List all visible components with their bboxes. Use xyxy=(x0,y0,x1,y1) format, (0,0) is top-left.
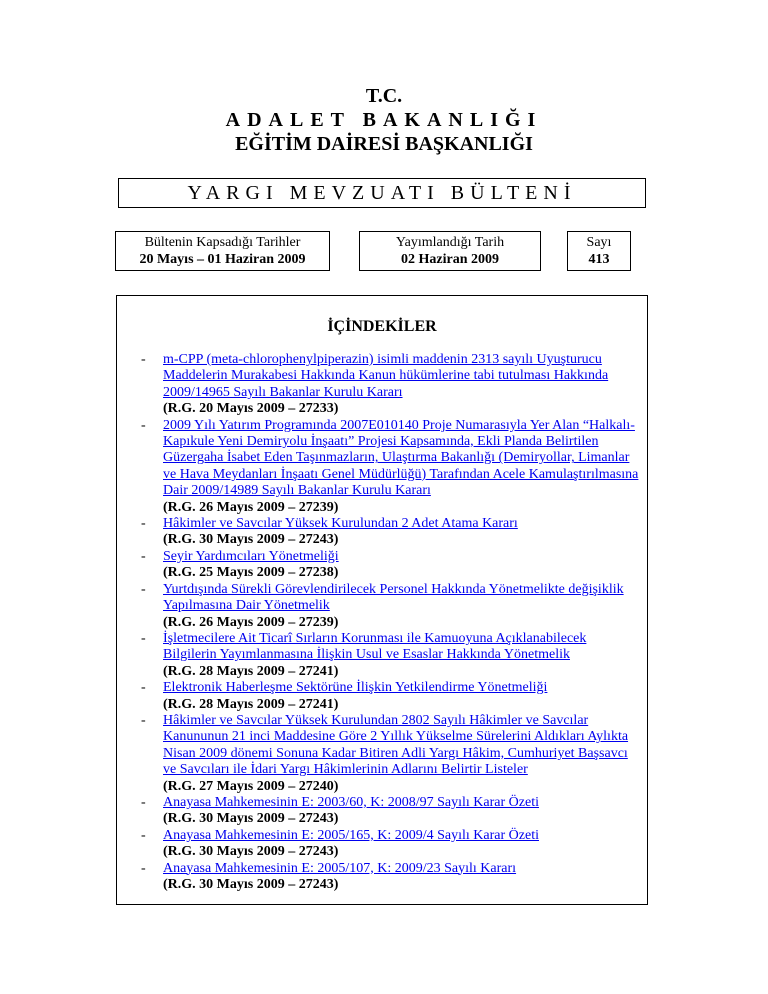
contents-item-gazette-ref: (R.G. 28 Mayıs 2009 – 27241) xyxy=(163,696,339,712)
contents-item-link[interactable]: Yurtdışında Sürekli Görevlendirilecek Personel Hakkında Yönetmelikte değişiklik Yapılmasına Dair Yönetmelik xyxy=(163,581,624,614)
contents-item xyxy=(141,828,641,861)
contents-item xyxy=(141,549,641,582)
contents-item xyxy=(141,861,641,894)
header-line-ministry: ADALET BAKANLIĞI xyxy=(225,109,543,131)
contents-item-link[interactable]: Seyir Yardımcıları Yönetmeliği xyxy=(163,548,339,564)
contents-item-gazette-ref: (R.G. 30 Mayıs 2009 – 27243) xyxy=(163,532,339,548)
contents-item-link[interactable]: Anayasa Mahkemesinin E: 2003/60, K: 2008/97 Sayılı Karar Özeti xyxy=(163,794,539,810)
contents-item-link[interactable]: Anayasa Mahkemesinin E: 2005/107, K: 2009/23 Sayılı Kararı xyxy=(163,860,517,876)
contents-title: İÇİNDEKİLER xyxy=(327,318,437,335)
list-bullet-dash: - xyxy=(141,516,146,532)
list-bullet-dash: - xyxy=(141,548,146,564)
contents-item-link[interactable]: 2009 Yılı Yatırım Programında 2007E010140 Proje Numarasıyla Yer Alan “Halkalı-Kapıkule Yeni Demiryolu İnşaatı” Projesi Kapsamında, Ekli Planda Belirtilen Güzergaha İsabet Eden Taşınmazların, Ulaştırma Bakanlığı (Demiryollar, Limanlar ve Hava Meydanları İnşaatı Genel Müdürlüğü) Tarafından Acele Kamulaştırılmasına Dair 2009/14989 Sayılı Bakanlar Kurulu Kararı xyxy=(163,417,639,499)
contents-item-gazette-ref: (R.G. 26 Mayıs 2009 – 27239) xyxy=(163,499,339,515)
contents-item-gazette-ref: (R.G. 30 Mayıs 2009 – 27243) xyxy=(163,811,339,827)
issue-number-label: Sayı xyxy=(586,235,612,250)
contents-item-link[interactable]: Anayasa Mahkemesinin E: 2005/165, K: 2009/4 Sayılı Karar Özeti xyxy=(163,827,539,843)
contents-item-link[interactable]: Elektronik Haberleşme Sektörüne İlişkin Yetkilendirme Yönetmeliği xyxy=(163,680,548,696)
publication-date-label: Yayımlandığı Tarih xyxy=(395,235,505,250)
list-bullet-dash: - xyxy=(141,417,146,433)
coverage-dates-value: 20 Mayıs – 01 Haziran 2009 xyxy=(139,252,306,267)
coverage-dates-label: Bültenin Kapsadığı Tarihler xyxy=(144,235,301,250)
list-bullet-dash: - xyxy=(141,630,146,646)
list-bullet-dash: - xyxy=(141,352,146,367)
header-line-department: EĞİTİM DAİRESİ BAŞKANLIĞI xyxy=(235,133,533,155)
contents-item-gazette-ref: (R.G. 30 Mayıs 2009 – 27243) xyxy=(163,844,339,860)
document-header xyxy=(0,84,768,156)
contents-item-gazette-ref: (R.G. 25 Mayıs 2009 – 27238) xyxy=(163,565,339,581)
contents-item xyxy=(141,582,641,631)
contents-item xyxy=(141,516,641,549)
contents-item xyxy=(141,352,641,418)
issue-number-box xyxy=(567,231,631,271)
list-bullet-dash: - xyxy=(141,712,146,728)
contents-item xyxy=(141,795,641,828)
contents-item-link[interactable]: Hâkimler ve Savcılar Yüksek Kurulundan 2 Adet Atama Kararı xyxy=(163,516,518,532)
list-bullet-dash: - xyxy=(141,581,146,597)
contents-item-gazette-ref: (R.G. 20 Mayıs 2009 – 27233) xyxy=(163,401,339,417)
coverage-dates-box xyxy=(115,231,330,271)
contents-item-gazette-ref: (R.G. 26 Mayıs 2009 – 27239) xyxy=(163,614,339,630)
list-bullet-dash: - xyxy=(141,860,146,876)
list-bullet-dash: - xyxy=(141,680,146,696)
publication-date-value: 02 Haziran 2009 xyxy=(401,252,499,267)
contents-item xyxy=(141,713,641,795)
contents-item-gazette-ref: (R.G. 27 Mayıs 2009 – 27240) xyxy=(163,778,339,794)
contents-item xyxy=(141,631,641,680)
header-line-tc: T.C. xyxy=(365,85,403,107)
contents-item-gazette-ref: (R.G. 30 Mayıs 2009 – 27243) xyxy=(163,877,339,892)
contents-item xyxy=(141,418,641,516)
list-bullet-dash: - xyxy=(141,827,146,843)
contents-item-link[interactable]: İşletmecilere Ait Ticarî Sırların Korunması ile Kamuoyuna Açıklanabilecek Bilgilerin Yayımlanmasına İlişkin Usul ve Esaslar Hakkında Yönetmelik xyxy=(163,630,587,663)
contents-item-link[interactable]: m-CPP (meta-chlorophenylpiperazin) isimli maddenin 2313 sayılı Uyuşturucu Maddelerin Murakabesi Hakkında Kanun hükümlerine tabi tutulması Hakkında 2009/14965 Sayılı Bakanlar Kurulu Kararı xyxy=(163,352,609,400)
contents-list xyxy=(141,352,641,893)
issue-number-value: 413 xyxy=(588,252,610,267)
contents-item-gazette-ref: (R.G. 28 Mayıs 2009 – 27241) xyxy=(163,663,339,679)
publication-date-box xyxy=(359,231,541,271)
bulletin-title: YARGI MEVZUATI BÜLTENİ xyxy=(118,178,646,208)
list-bullet-dash: - xyxy=(141,794,146,810)
contents-item-link[interactable]: Hâkimler ve Savcılar Yüksek Kurulundan 2802 Sayılı Hâkimler ve Savcılar Kanununun 21 inci Maddesine Göre 2 Yıllık Yükselme Sürelerini Aldıkları Aylıkta Nisan 2009 dönemi Sonuna Kadar Bitiren Adli Yargı Hâkim, Cumhuriyet Başsavcı ve Savcıları ile İdari Yargı Hâkimlerinin Adlarını Belirtir Listeler xyxy=(163,712,629,778)
contents-item xyxy=(141,680,641,713)
table-of-contents xyxy=(116,295,648,905)
